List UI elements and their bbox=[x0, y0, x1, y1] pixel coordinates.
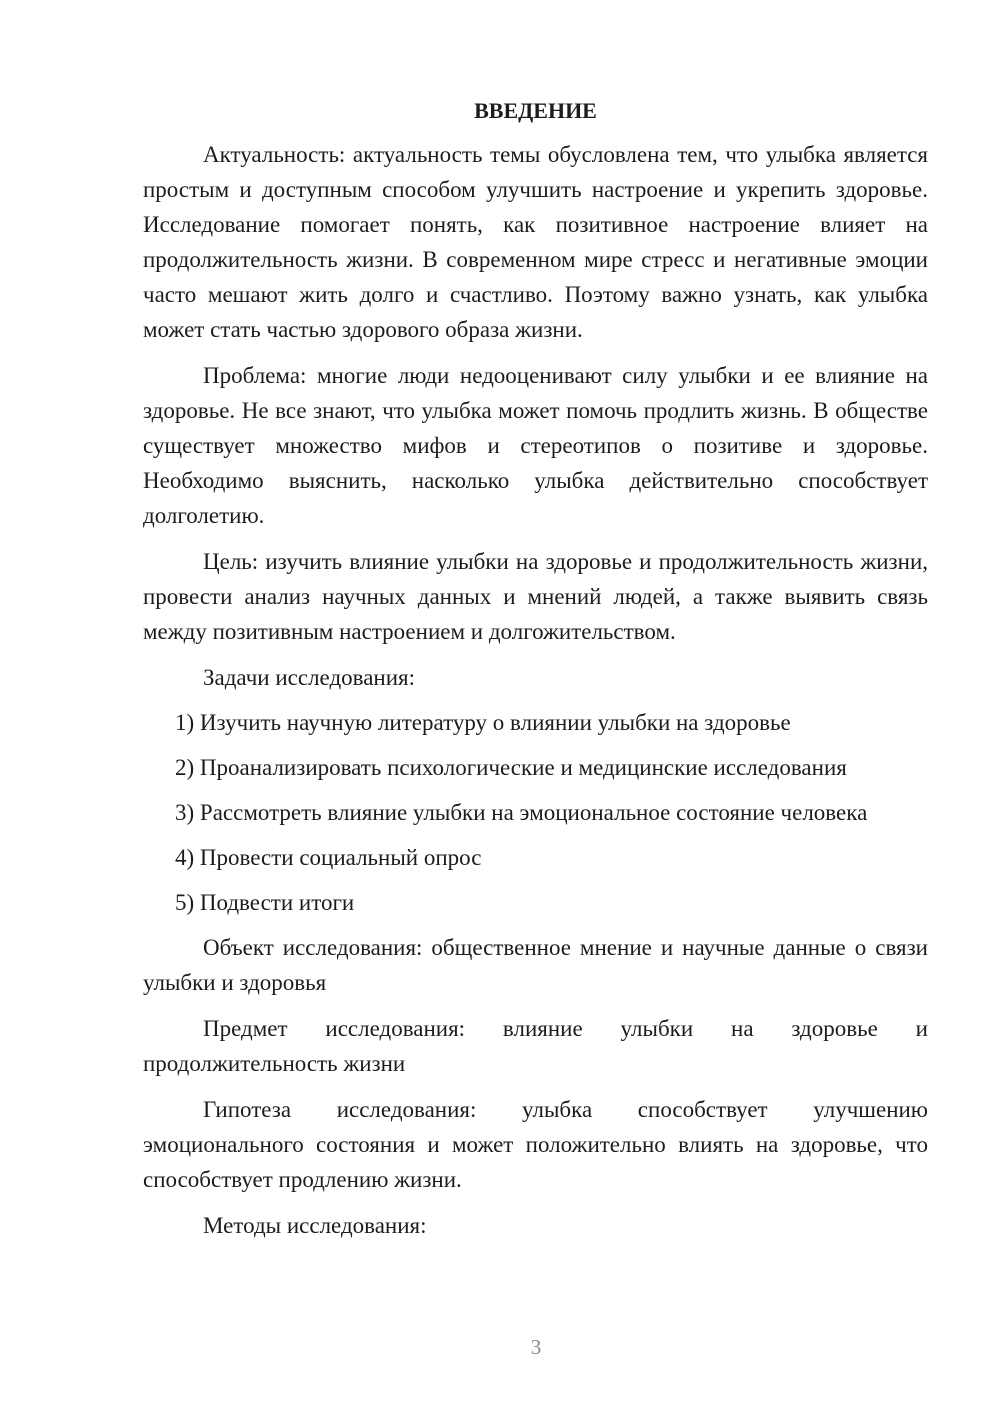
list-item: 3) Рассмотреть влияние улыбки на эмоциональное состояние человека bbox=[175, 800, 868, 825]
methods-heading: Методы исследования: bbox=[203, 1213, 427, 1238]
section-title: ВВЕДЕНИЕ bbox=[474, 98, 597, 123]
list-item: 4) Провести социальный опрос bbox=[175, 845, 482, 870]
page-number: 3 bbox=[530, 1335, 542, 1359]
paragraph-hypothesis: Гипотеза исследования: улыбка способствует улучшению эмоционального состояния и может положительно влиять на здоровье, что способствует продлению жизни. bbox=[143, 1097, 928, 1192]
list-item: 2) Проанализировать психологические и медицинские исследования bbox=[175, 755, 847, 780]
paragraph-object: Объект исследования: общественное мнение и научные данные о связи улыбки и здоровья bbox=[143, 935, 928, 995]
tasks-heading: Задачи исследования: bbox=[203, 665, 416, 690]
paragraph-relevance: Актуальность: актуальность темы обусловлена тем, что улыбка является простым и доступным способом улучшить настроение и укрепить здоровье. Исследование помогает понять, как позитивное настроение влияет на продолжительность жизни. В современном мире стресс и негативные эмоции часто мешают жить долго и счастливо. Поэтому важно узнать, как улыбка может стать частью здорового образа жизни. bbox=[143, 142, 928, 342]
list-item: 5) Подвести итоги bbox=[175, 890, 355, 915]
paragraph-goal: Цель: изучить влияние улыбки на здоровье и продолжительность жизни, провести анализ научных данных и мнений людей, а также выявить связь между позитивным настроением и долгожительством. bbox=[143, 549, 928, 644]
document-page bbox=[143, 96, 928, 1253]
tasks-list bbox=[143, 705, 928, 920]
paragraph-problem: Проблема: многие люди недооценивают силу улыбки и ее влияние на здоровье. Не все знают, что улыбка может помочь продлить жизнь. В обществе существует множество мифов и стереотипов о позитиве и здоровье. Необходимо выяснить, насколько улыбка действительно способствует долголетию. bbox=[143, 363, 928, 528]
paragraph-subject: Предмет исследования: влияние улыбки на здоровье и продолжительность жизни bbox=[143, 1016, 928, 1076]
list-item: 1) Изучить научную литературу о влиянии улыбки на здоровье bbox=[175, 710, 791, 735]
